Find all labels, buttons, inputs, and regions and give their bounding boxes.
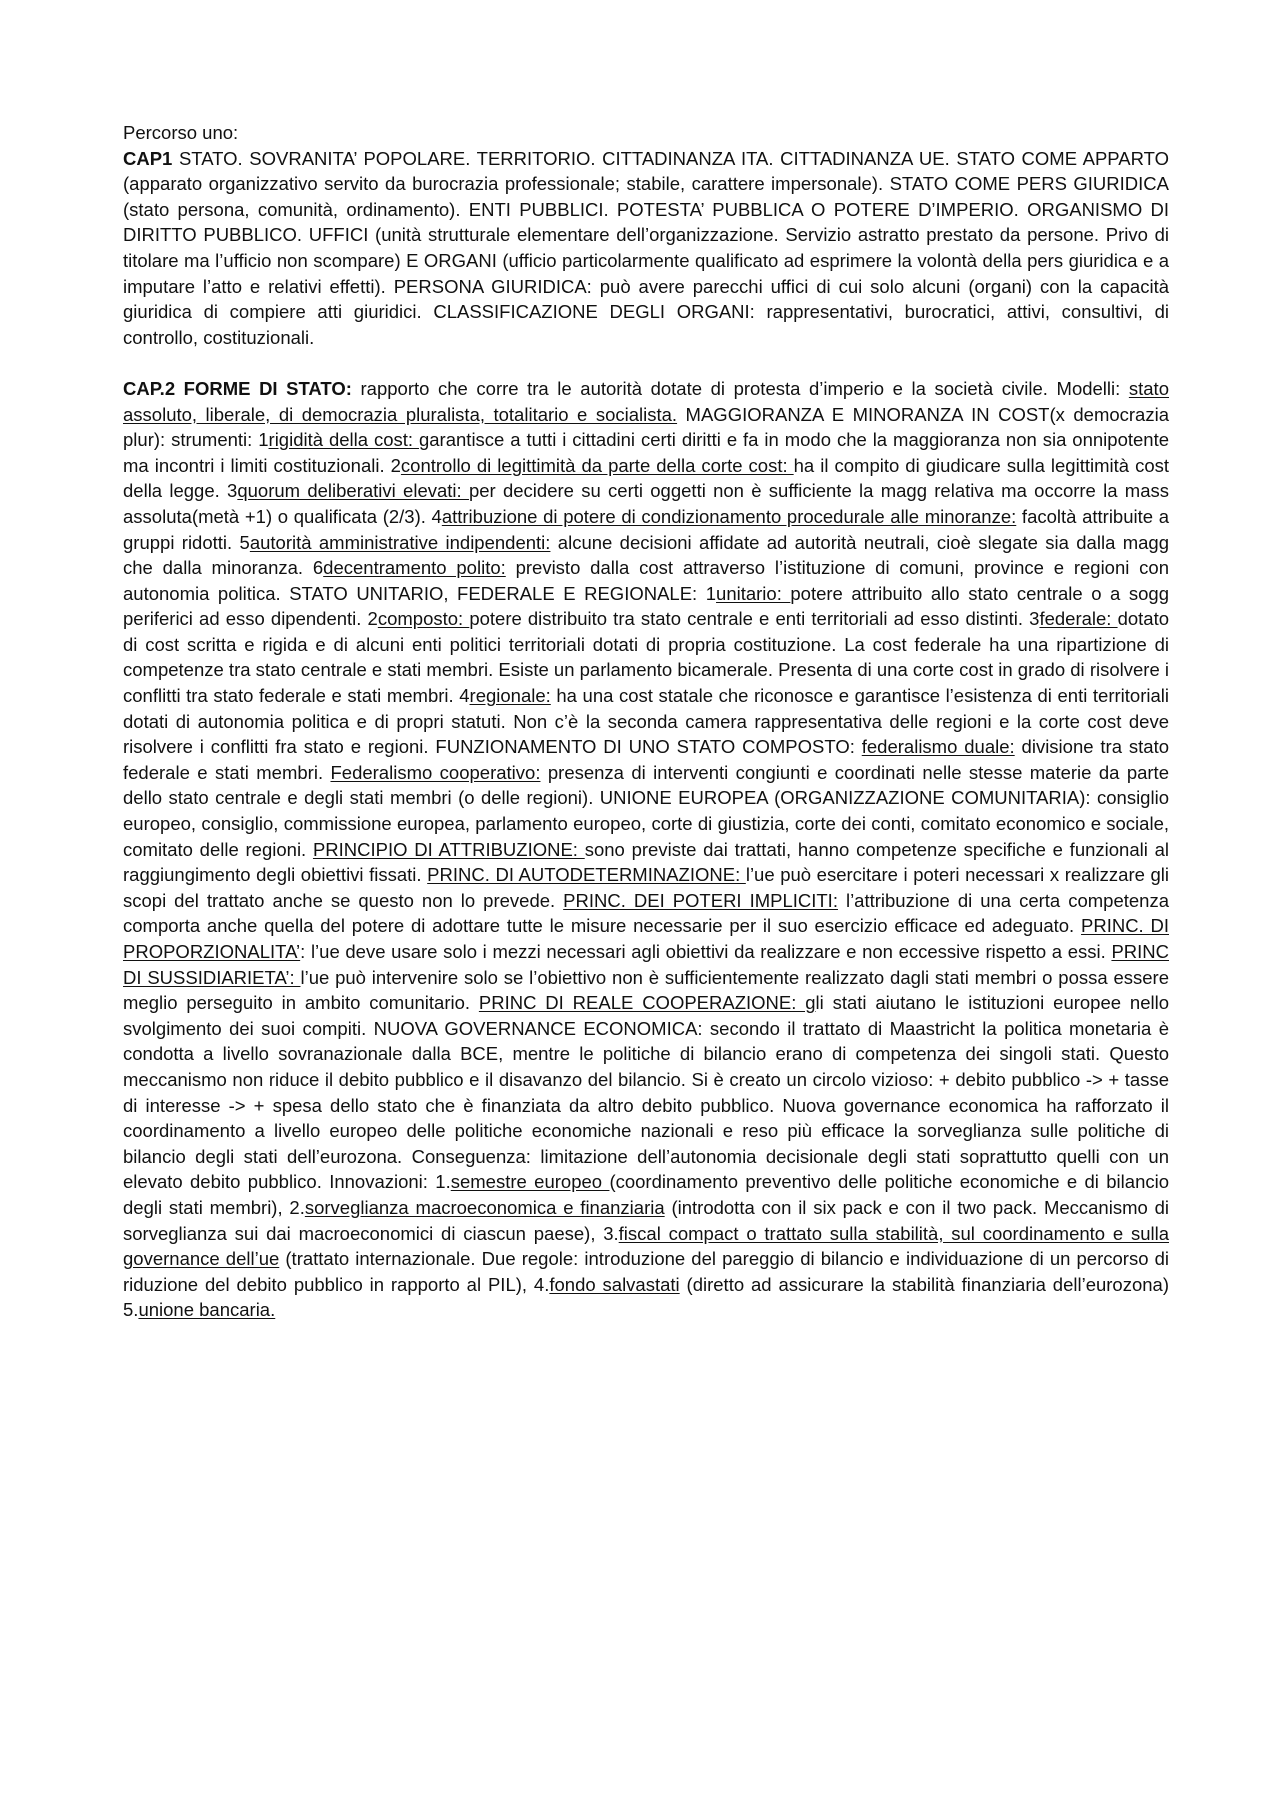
underlined-term: PRINC DI REALE COOPERAZIONE: g [478, 992, 816, 1014]
cap2-text: garantisce a tutti i cittadini certi diritti e fa in modo che la maggioranza non sia onnipotente ma incontri i limiti costituzionali. 2 [123, 429, 1169, 476]
cap1-heading: CAP1 [123, 147, 173, 169]
underlined-term: PRINC. DEI POTERI IMPLICITI: [563, 889, 838, 911]
cap2-text: divisione tra stato federale e stati membri. [123, 736, 1169, 783]
cap2-text: dotato di cost scritta e rigida e di alcuni enti politici territoriali dotati di propria costituzione. La cost federale ha una ripartizione di competenze tra stato centrale e stati membri. Esiste un parlamento bicamerale. Presenta di una corte cost in grado di risolvere i conflitti tra stato federale e stati membri. 4 [123, 608, 1170, 707]
underlined-term: attribuzione di potere di condizionamento procedurale alle minoranze: [441, 505, 1017, 527]
document-page [123, 120, 1169, 1323]
cap2-text: (trattato internazionale. Due regole: introduzione del pareggio di bilancio e individuazione di un percorso di riduzione del debito pubblico in rapporto al PIL), 4. [123, 1248, 1169, 1295]
underlined-term: composto: [377, 608, 470, 630]
cap2-text: ha una cost statale che riconosce e garantisce l’esistenza di enti territoriali dotati di autonomia politica e di propri statuti. Non c’è la seconda camera rappresentativa delle regioni e la corte cost deve risolvere i conflitti fra stato e regioni. FUNZIONAMENTO DI UNO STATO COMPOSTO: [123, 685, 1169, 758]
cap2-text: presenza di interventi congiunti e coordinati nelle stesse materie da parte dello stato centrale e degli stati membri (o delle regioni). UNIONE EUROPEA (ORGANIZZAZIONE COMUNITARIA): consiglio europeo, consiglio, commissione europea, parlamento europeo, corte di giustizia, corte dei conti, comitato economico e sociale, comitato delle regioni. [123, 761, 1169, 860]
underlined-term: rigidità della cost: [268, 429, 419, 451]
cap2-text: facoltà attribuite a gruppi ridotti. 5 [123, 505, 1170, 553]
cap2-text: l’ue può esercitare i poteri necessari x realizzare gli scopi del trattato anche se questo non lo prevede. [123, 864, 1170, 911]
cap2-text: : l’ue deve usare solo i mezzi necessari agli obiettivi da realizzare e non eccessive rispetto a essi. [300, 941, 1112, 962]
underlined-term: fondo salvastati [549, 1273, 680, 1295]
cap2-heading: CAP.2 FORME DI STATO: [123, 377, 352, 399]
cap2-text: potere distribuito tra stato centrale e enti territoriali ad esso distinti. 3 [469, 608, 1040, 630]
intro-line: Percorso uno: [123, 122, 239, 143]
cap2-text: ha il compito di giudicare sulla legittimità cost della legge. 3 [123, 454, 1169, 502]
underlined-term: fiscal compact o trattato sulla stabilità, sul coordinamento e sulla governance dell’ue [123, 1222, 1169, 1270]
underlined-term: regionale: [469, 685, 551, 707]
underlined-term: PRINC. DI AUTODETERMINAZIONE: [427, 864, 746, 886]
cap2-text: (coordinamento preventivo delle politiche economiche e di bilancio degli stati membri), 2. [123, 1171, 1170, 1218]
underlined-term: unitario: [716, 582, 791, 604]
cap2-text: li stati aiutano le istituzioni europee nello svolgimento dei suoi compiti. NUOVA GOVERNANCE ECONOMICA: secondo il trattato di Maastricht la politica monetaria è condotta a livello sovranazionale dalla BCE, mentre le politiche di bilancio erano di competenza dei singoli stati. Questo meccanismo non riduce il debito pubblico e il disavanzo del bilancio. Si è creato un circolo vizioso: + debito pubblico -> + tasse di interesse -> + spesa dello stato che è finanziata da altro debito pubblico. Nuova governance economica ha rafforzato il coordinamento a livello europeo delle politiche economiche nazionali e reso più efficace la sorveglianza sulle politiche di bilancio degli stati dell’eurozona. Conseguenza: limitazione dell’autonomia decisionale degli stati soprattutto quelli con un elevato debito pubblico. Innovazioni: 1. [123, 992, 1169, 1193]
underlined-term: PRINC. DI PROPORZIONALITA’ [123, 915, 1169, 962]
cap2-text: sono previste dai trattati, hanno competenze specifiche e funzionali al raggiungimento degli obiettivi fissati. [123, 838, 1170, 886]
underlined-term: PRINCIPIO DI ATTRIBUZIONE: [312, 838, 585, 860]
cap2-text: rapporto che corre tra le autorità dotate di protesta d’imperio e la società civile. Modelli: [351, 377, 1129, 399]
cap2-text: alcune decisioni affidate ad autorità neutrali, cioè slegate sia dalla magg che dalla minoranza. 6 [123, 531, 1169, 579]
underlined-term: decentramento polito: [323, 557, 506, 579]
underlined-term: federalismo duale: [861, 736, 1015, 758]
cap2-text: previsto dalla cost attraverso l’istituzione di comuni, province e regioni con autonomia politica. STATO UNITARIO, FEDERALE E REGIONALE: 1 [123, 557, 1170, 604]
cap2-text: l’ue può intervenire solo se l’obiettivo non è sufficientemente realizzato dagli stati membri o possa essere meglio perseguito in ambito comunitario. [123, 966, 1169, 1014]
cap2-text: per decidere su certi oggetti non è sufficiente la magg relativa ma occorre la mass assoluta(metà +1) o qualificata (2/3). 4 [123, 480, 1170, 527]
underlined-term: quorum deliberativi elevati: [237, 480, 469, 502]
cap2-text: l’attribuzione di una certa competenza comporta anche quella del potere di adottare tutte le misure necessarie per il suo esercizio efficace ed adeguato. [123, 889, 1169, 937]
cap1-text: STATO. SOVRANITA’ POPOLARE. TERRITORIO. CITTADINANZA ITA. CITTADINANZA UE. STATO COME APPARTO (apparato organizzativo servito da burocrazia professionale; stabile, carattere impersonale). STATO COME PERS GIURIDICA (stato persona, comunità, ordinamento). ENTI PUBBLICI. POTESTA’ PUBBLICA O POTERE D’IMPERIO. ORGANISMO DI DIRITTO PUBBLICO. UFFICI (unità strutturale elementare dell’organizzazione. Servizio astratto prestato da persone. Privo di titolare ma l’ufficio non scompare) E ORGANI (ufficio particolarmente qualificato ad esprimere la volontà della pers giuridica e a imputare l’atto e relativi effetti). PERSONA GIURIDICA: può avere parecchi uffici di cui solo alcuni (organi) con la capacità giuridica di compiere atti giuridici. CLASSIFICAZIONE DEGLI ORGANI: rappresentativi, burocratici, attivi, consultivi, di controllo, costituzionali. [123, 147, 1169, 348]
underlined-term: stato assoluto, liberale, di democrazia pluralista, totalitario e socialista. [123, 377, 1169, 425]
underlined-term: autorità amministrative indipendenti: [249, 531, 551, 553]
cap2-text: (introdotta con il six pack e con il two pack. Meccanismo di sorveglianza sui dai macroeconomici di ciascun paese), 3. [123, 1196, 1169, 1244]
cap2-text: potere attribuito allo stato centrale o a sogg periferici ad esso dipendenti. 2 [123, 582, 1169, 630]
underlined-term: PRINC DI SUSSIDIARIETA’: [123, 941, 1169, 988]
cap2-text: (diretto ad assicurare la stabilità finanziaria dell’eurozona) 5. [123, 1273, 1169, 1321]
cap2-paragraph [123, 376, 1169, 1323]
underlined-term: Federalismo cooperativo: [330, 761, 541, 783]
underlined-term: sorveglianza macroeconomica e finanziaria [304, 1196, 665, 1218]
cap2-text: MAGGIORANZA E MINORANZA IN COST(x democrazia plur): strumenti: 1 [123, 403, 1169, 451]
underlined-term: federale: [1039, 608, 1118, 630]
underlined-term: controllo di legittimità da parte della corte cost: [400, 454, 794, 476]
cap1-paragraph [123, 146, 1169, 351]
underlined-term: unione bancaria. [138, 1299, 276, 1321]
underlined-term: semestre europeo [450, 1171, 610, 1193]
